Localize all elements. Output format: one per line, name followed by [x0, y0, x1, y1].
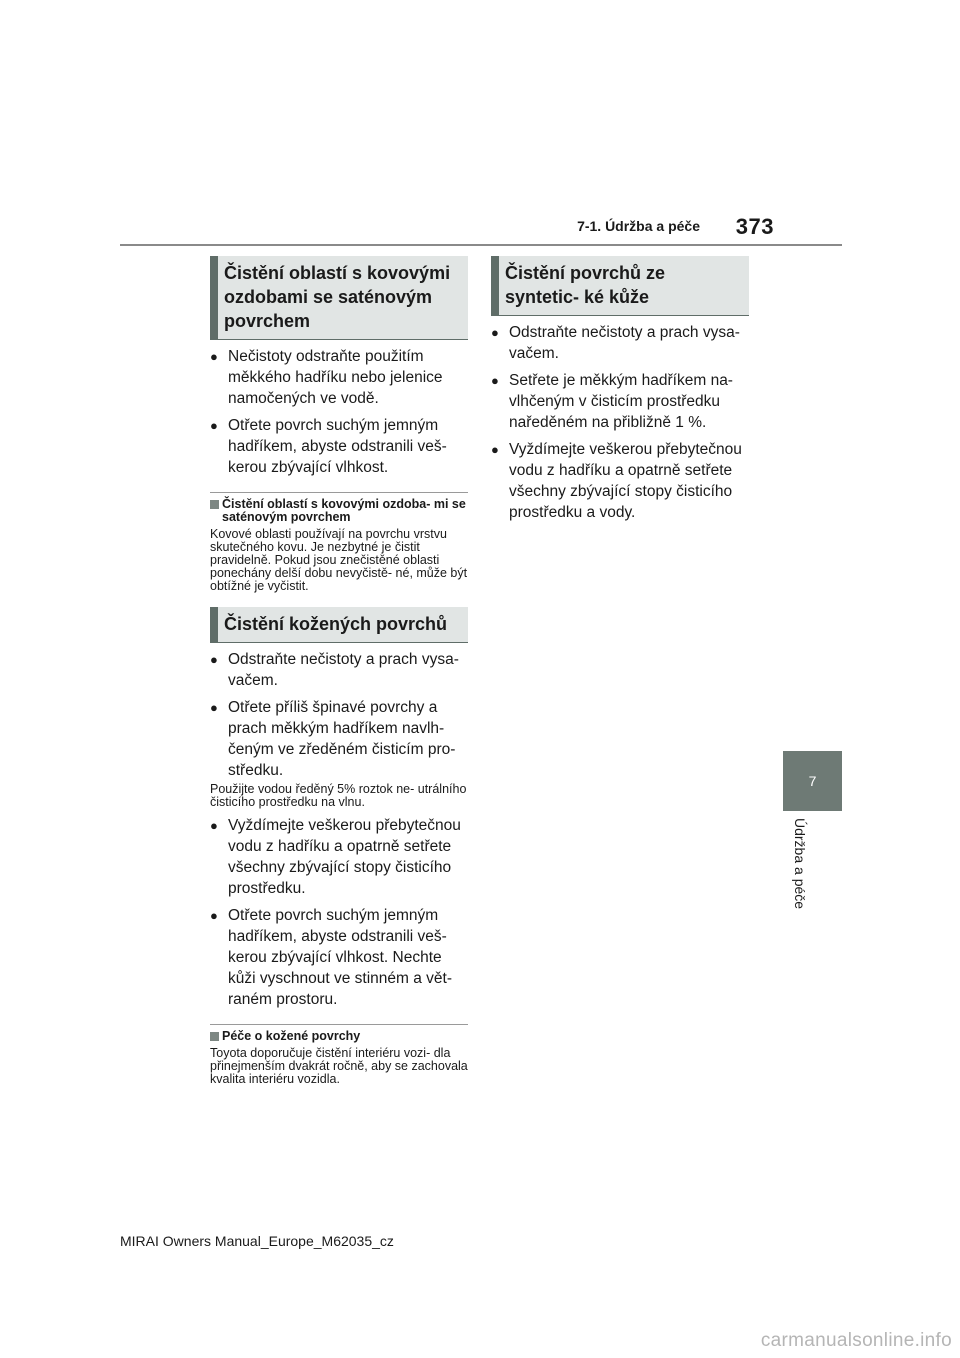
- subheading-text: Čistění oblastí s kovovými ozdoba- mi se saténovým povrchem: [222, 497, 466, 524]
- subheading-leather-care: [210, 1030, 468, 1043]
- list-item: ● Otřete povrch suchým jemným hadříkem, abyste odstranili veš- kerou zbývající vlhkost.: [210, 415, 468, 478]
- heading-metal-trim: Čistění oblastí s kovovými ozdobami se saténovým povrchem: [210, 256, 468, 340]
- list-item: ● Nečistoty odstraňte použitím měkkého hadříku nebo jelenice namočených ve vodě.: [210, 346, 468, 409]
- bullet-list-leather-continued: [210, 815, 468, 1010]
- bullet-list-leather: [210, 649, 468, 781]
- right-column: [491, 256, 749, 523]
- list-item: ● Vyždímejte veškerou přebytečnou vodu z hadříku a opatrně setřete všechny zbývající stopy čisticího prostředku.: [210, 815, 468, 899]
- subheading-text: Péče o kožené povrchy: [222, 1029, 361, 1043]
- footer-manual-id: MIRAI Owners Manual_Europe_M62035_cz: [120, 1233, 394, 1249]
- heading-synthetic-leather: Čistění povrchů ze syntetic- ké kůže: [491, 256, 749, 316]
- list-item: ● Vyždímejte veškerou přebytečnou vodu z hadříku a opatrně setřete všechny zbývající stopy čisticího prostředku a vody.: [491, 439, 749, 523]
- section-title: 7-1. Údržba a péče: [577, 218, 700, 234]
- list-item: ● Odstraňte nečistoty a prach vysa- vačem.: [491, 322, 749, 364]
- sub-rule: [210, 492, 468, 493]
- sub-rule: [210, 1024, 468, 1025]
- note-text: Použijte vodou ředěný 5% roztok ne- utrálního čisticího prostředku na vlnu.: [210, 782, 467, 809]
- list-item: ● Otřete příliš špinavé povrchy a prach měkkým hadříkem navlh- čeným ve zředěném čisticím pro- středku.: [210, 697, 468, 781]
- chapter-tab[interactable]: [783, 751, 842, 811]
- left-column: [210, 256, 468, 1086]
- list-item: ● Otřete povrch suchým jemným hadříkem, abyste odstranili veš- kerou zbývající vlhkost. Nechte kůži vyschnout ve stinném a vět- raném prostoru.: [210, 905, 468, 1010]
- list-item: ● Setřete je měkkým hadříkem na- vlhčeným v čisticím prostředku naředěném na přibližně 1 %.: [491, 370, 749, 433]
- bullet-list-synthetic: [491, 322, 749, 523]
- header-rule: [120, 244, 842, 246]
- list-item: ● Odstraňte nečistoty a prach vysa- vačem.: [210, 649, 468, 691]
- chapter-number: 7: [808, 773, 817, 789]
- heading-leather: Čistění kožených povrchů: [210, 607, 468, 643]
- page-number: 373: [735, 214, 774, 239]
- subsection-body: Kovové oblasti používají na povrchu vrstvu skutečného kovu. Je nezbytné je čistit pravidelně. Pokud jsou znečistěné oblasti ponechány delší dobu nevyčistě- né, může být obtížné je vyčistit.: [210, 527, 468, 593]
- square-bullet-icon: [210, 500, 219, 509]
- watermark: carmanualsonline.info: [760, 1330, 952, 1351]
- bullet-list-metal-trim: [210, 346, 468, 478]
- chapter-title: Údržba a péče: [792, 818, 808, 910]
- subsection-body: Toyota doporučuje čistění interiéru vozi- dla přinejmenším dvakrát ročně, aby se zachovala kvalita interiéru vozidla.: [210, 1046, 468, 1086]
- subheading-metal-trim: [210, 498, 468, 524]
- square-bullet-icon: [210, 1032, 219, 1041]
